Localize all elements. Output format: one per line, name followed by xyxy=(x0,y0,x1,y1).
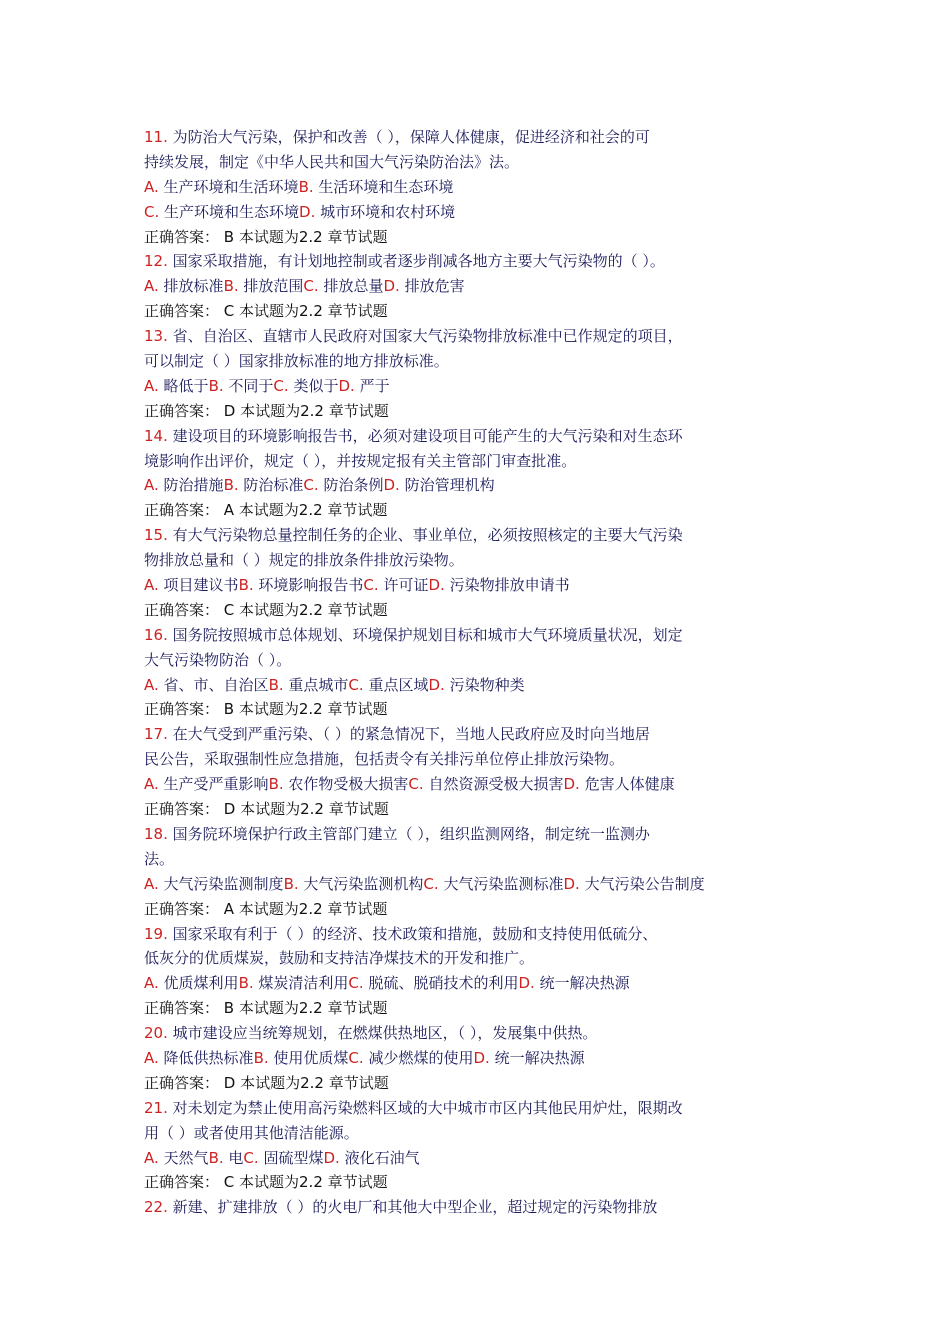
option-letter: D. xyxy=(323,1148,340,1167)
question-text-line xyxy=(144,1021,784,1046)
option-letter: A. xyxy=(144,376,159,395)
question-text: 城市建设应当统筹规划，在燃煤供热地区，（ ），发展集中供热。 xyxy=(172,1024,598,1043)
option-letter: D. xyxy=(383,476,400,495)
option-text: 严于 xyxy=(359,376,390,395)
option-letter: B. xyxy=(208,376,224,395)
option-text: 液化石油气 xyxy=(344,1148,420,1167)
option-letter: C. xyxy=(423,874,439,893)
option-text: 减少燃煤的使用 xyxy=(368,1048,474,1067)
option-text: 类似于 xyxy=(293,376,339,395)
question-list xyxy=(144,125,784,1220)
option-letter: A. xyxy=(144,177,159,196)
question-text-line xyxy=(144,150,784,175)
option-text: 省、市、自治区 xyxy=(163,675,269,694)
question-text: 新建、扩建排放（ ）的火电厂和其他大中型企业，超过规定的污染物排放 xyxy=(172,1198,658,1217)
option-letter: B. xyxy=(238,974,254,993)
option-text: 防治管理机构 xyxy=(404,476,495,495)
option-letter: B. xyxy=(238,576,254,595)
option-letter: D. xyxy=(428,576,445,595)
answer-line: 正确答案： B 本试题为2.2 章节试题 xyxy=(144,999,388,1018)
option-letter: C. xyxy=(303,476,319,495)
option-letter: C. xyxy=(144,202,160,221)
option-text: 重点城市 xyxy=(288,675,349,694)
option-letter: D. xyxy=(473,1048,490,1067)
question-text: 用（ ）或者使用其他清洁能源。 xyxy=(144,1123,359,1142)
question-text-line xyxy=(144,922,784,947)
option-row xyxy=(144,274,784,299)
answer-line: 正确答案： D 本试题为2.2 章节试题 xyxy=(144,401,389,420)
option-letter: C. xyxy=(348,974,364,993)
option-letter: B. xyxy=(223,277,239,296)
question-text: 建设项目的环境影响报告书，必须对建设项目可能产生的大气污染和对生态环 xyxy=(172,426,683,445)
question-block xyxy=(144,523,784,623)
question-text-line xyxy=(144,1096,784,1121)
question-number: 20. xyxy=(144,1024,168,1043)
option-letter: B. xyxy=(208,1148,224,1167)
option-text: 排放标准 xyxy=(163,277,224,296)
question-text: 在大气受到严重污染、（ ）的紧急情况下，当地人民政府应及时向当地居 xyxy=(172,725,650,744)
option-letter: B. xyxy=(283,874,299,893)
option-letter: D. xyxy=(383,277,400,296)
option-text: 大气污染监测制度 xyxy=(163,874,284,893)
option-text: 农作物受极大损害 xyxy=(288,775,409,794)
option-letter: A. xyxy=(144,675,159,694)
question-text: 大气污染物防治（ ）。 xyxy=(144,650,292,669)
option-text: 降低供热标准 xyxy=(163,1048,254,1067)
option-text: 污染物种类 xyxy=(449,675,525,694)
option-text: 优质煤利用 xyxy=(163,974,239,993)
question-block xyxy=(144,1021,784,1096)
question-text-line xyxy=(144,324,784,349)
option-row xyxy=(144,1146,784,1171)
option-letter: A. xyxy=(144,476,159,495)
option-text: 天然气 xyxy=(163,1148,209,1167)
answer-line: 正确答案： D 本试题为2.2 章节试题 xyxy=(144,1073,389,1092)
question-text-line xyxy=(144,349,784,374)
option-text: 项目建议书 xyxy=(163,576,239,595)
option-letter: B. xyxy=(253,1048,269,1067)
option-letter: A. xyxy=(144,974,159,993)
option-letter: A. xyxy=(144,576,159,595)
question-block xyxy=(144,623,784,723)
question-block xyxy=(144,1096,784,1196)
option-text: 不同于 xyxy=(228,376,274,395)
option-row xyxy=(144,374,784,399)
option-letter: D. xyxy=(338,376,355,395)
option-text: 大气污染公告制度 xyxy=(584,874,705,893)
question-number: 17. xyxy=(144,725,168,744)
answer-line: 正确答案： A 本试题为2.2 章节试题 xyxy=(144,899,388,918)
option-letter: D. xyxy=(563,775,580,794)
option-text: 生活环境和生态环境 xyxy=(318,177,454,196)
option-letter: D. xyxy=(518,974,535,993)
question-block xyxy=(144,922,784,1022)
option-text: 重点区域 xyxy=(368,675,429,694)
question-text-line xyxy=(144,523,784,548)
option-text: 生产环境和生态环境 xyxy=(164,202,300,221)
question-number: 21. xyxy=(144,1098,168,1117)
question-text: 法。 xyxy=(144,849,175,868)
option-text: 污染物排放申请书 xyxy=(449,576,570,595)
option-text: 统一解决热源 xyxy=(539,974,630,993)
option-letter: C. xyxy=(273,376,289,395)
question-number: 14. xyxy=(144,426,168,445)
question-number: 15. xyxy=(144,526,168,545)
question-text: 对未划定为禁止使用高污染燃料区域的大中城市市区内其他民用炉灶，限期改 xyxy=(172,1098,683,1117)
option-letter: C. xyxy=(363,576,379,595)
answer-line: 正确答案： D 本试题为2.2 章节试题 xyxy=(144,800,389,819)
option-text: 环境影响报告书 xyxy=(258,576,364,595)
option-text: 使用优质煤 xyxy=(273,1048,349,1067)
option-row xyxy=(144,200,784,225)
question-number: 22. xyxy=(144,1198,168,1217)
option-letter: D. xyxy=(299,202,316,221)
option-letter: C. xyxy=(303,277,319,296)
question-text: 持续发展，制定《中华人民共和国大气污染防治法》法。 xyxy=(144,152,520,171)
question-text: 国家采取措施，有计划地控制或者逐步削减各地方主要大气污染物的（ ）。 xyxy=(172,252,665,271)
option-letter: C. xyxy=(348,1048,364,1067)
answer-line: 正确答案： A 本试题为2.2 章节试题 xyxy=(144,501,388,520)
question-text-line xyxy=(144,722,784,747)
question-text-line xyxy=(144,822,784,847)
question-number: 19. xyxy=(144,924,168,943)
option-letter: A. xyxy=(144,775,159,794)
question-text-line xyxy=(144,1121,784,1146)
option-letter: D. xyxy=(428,675,445,694)
question-text: 可以制定（ ）国家排放标准的地方排放标准。 xyxy=(144,352,449,371)
option-row xyxy=(144,772,784,797)
option-letter: A. xyxy=(144,1048,159,1067)
option-text: 城市环境和农村环境 xyxy=(320,202,456,221)
question-text: 国务院按照城市总体规划、环境保护规划目标和城市大气环境质量状况，划定 xyxy=(172,625,683,644)
question-text-line xyxy=(144,847,784,872)
question-text: 有大气污染物总量控制任务的企业、事业单位，必须按照核定的主要大气污染 xyxy=(172,526,683,545)
option-text: 电 xyxy=(228,1148,244,1167)
option-text: 排放范围 xyxy=(243,277,304,296)
question-block xyxy=(144,125,784,249)
option-letter: C. xyxy=(348,675,364,694)
question-text-line xyxy=(144,1195,784,1220)
option-letter: D. xyxy=(563,874,580,893)
option-letter: B. xyxy=(268,675,284,694)
option-letter: C. xyxy=(243,1148,259,1167)
question-text-line xyxy=(144,249,784,274)
question-text: 民公告，采取强制性应急措施，包括责令有关排污单位停止排放污染物。 xyxy=(144,750,625,769)
option-text: 脱硫、脱硝技术的利用 xyxy=(368,974,519,993)
question-block xyxy=(144,822,784,922)
option-text: 防治条例 xyxy=(323,476,384,495)
question-block xyxy=(144,722,784,822)
question-text-line xyxy=(144,648,784,673)
option-letter: A. xyxy=(144,874,159,893)
option-letter: B. xyxy=(268,775,284,794)
question-text-line xyxy=(144,623,784,648)
option-row xyxy=(144,971,784,996)
option-row xyxy=(144,473,784,498)
question-text: 境影响作出评价，规定（ ），并按规定报有关主管部门审查批准。 xyxy=(144,451,577,470)
question-text: 物排放总量和（ ）规定的排放条件排放污染物。 xyxy=(144,551,464,570)
option-letter: B. xyxy=(223,476,239,495)
question-text: 国家采取有利于（ ）的经济、技术政策和措施，鼓励和支持使用低硫分、 xyxy=(172,924,658,943)
question-text-line xyxy=(144,747,784,772)
answer-line: 正确答案： C 本试题为2.2 章节试题 xyxy=(144,600,388,619)
question-block xyxy=(144,1195,784,1220)
answer-line: 正确答案： B 本试题为2.2 章节试题 xyxy=(144,700,388,719)
question-number: 18. xyxy=(144,824,168,843)
question-block xyxy=(144,324,784,424)
question-block xyxy=(144,249,784,324)
question-text-line xyxy=(144,548,784,573)
option-text: 排放危害 xyxy=(404,277,465,296)
question-number: 13. xyxy=(144,327,168,346)
option-text: 统一解决热源 xyxy=(494,1048,585,1067)
question-block xyxy=(144,424,784,524)
question-text-line xyxy=(144,946,784,971)
option-text: 自然资源受极大损害 xyxy=(428,775,564,794)
option-text: 防治标准 xyxy=(243,476,304,495)
option-text: 生产环境和生活环境 xyxy=(163,177,299,196)
option-text: 固硫型煤 xyxy=(263,1148,324,1167)
option-row xyxy=(144,872,784,897)
option-text: 排放总量 xyxy=(323,277,384,296)
option-text: 大气污染监测机构 xyxy=(303,874,424,893)
question-text: 低灰分的优质煤炭，鼓励和支持洁净煤技术的开发和推广。 xyxy=(144,949,535,968)
option-row xyxy=(144,673,784,698)
option-text: 大气污染监测标准 xyxy=(443,874,564,893)
option-letter: A. xyxy=(144,1148,159,1167)
option-text: 略低于 xyxy=(163,376,209,395)
question-number: 12. xyxy=(144,252,168,271)
option-text: 生产受严重影响 xyxy=(163,775,269,794)
option-letter: A. xyxy=(144,277,159,296)
question-text: 国务院环境保护行政主管部门建立（ ），组织监测网络，制定统一监测办 xyxy=(172,824,650,843)
option-row xyxy=(144,175,784,200)
option-row xyxy=(144,573,784,598)
option-text: 危害人体健康 xyxy=(584,775,675,794)
question-number: 11. xyxy=(144,128,168,146)
option-row xyxy=(144,1046,784,1071)
option-text: 防治措施 xyxy=(163,476,224,495)
answer-line: 正确答案： C 本试题为2.2 章节试题 xyxy=(144,1173,388,1192)
option-letter: B. xyxy=(298,177,314,196)
question-text-line xyxy=(144,424,784,449)
option-text: 许可证 xyxy=(383,576,429,595)
question-number: 16. xyxy=(144,625,168,644)
question-text: 为防治大气污染，保护和改善（ ），保障人体健康，促进经济和社会的可 xyxy=(172,128,650,146)
answer-line: 正确答案： B 本试题为2.2 章节试题 xyxy=(144,227,388,246)
answer-line: 正确答案： C 本试题为2.2 章节试题 xyxy=(144,302,388,321)
question-text-line xyxy=(144,125,784,150)
question-text-line xyxy=(144,449,784,474)
question-text: 省、自治区、直辖市人民政府对国家大气污染物排放标准中已作规定的项目， xyxy=(172,327,683,346)
option-text: 煤炭清洁利用 xyxy=(258,974,349,993)
option-letter: C. xyxy=(408,775,424,794)
